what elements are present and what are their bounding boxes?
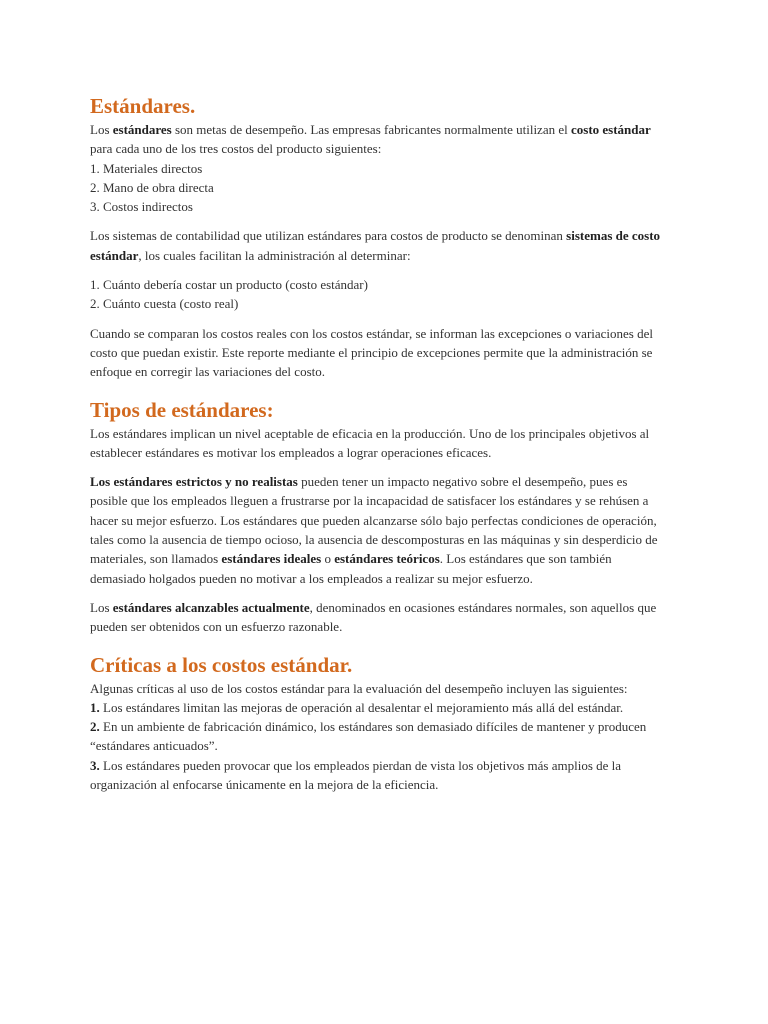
text-run: . Los estándares que son también demasiado holgados pueden no motivar a los empleados a realizar su mejor esfuerzo. [90, 551, 612, 586]
paragraph-sistemas-costo [90, 226, 662, 265]
text-run: pueden tener un impacto negativo sobre el desempeño, pues es posible que los empleados lleguen a frustrarse por la incapacidad de satisfacer los estándares y se rehúsen a hacer su mejor esfuerzo. Los estándares que pueden alcanzarse sólo bajo perfectas condiciones de operación, tales como la ausencia de tiempo ocioso, la ausencia de descomposturas en las máquinas y sin desperdicio de materiales, son llamados [90, 474, 658, 567]
bold-term: costo estándar [570, 122, 651, 137]
text-run: Los sistemas de contabilidad que utilizan estándares para costos de producto se denominan [90, 228, 567, 244]
critica-item [90, 698, 662, 717]
text-run: o [321, 551, 335, 567]
paragraph-estandares-estrictos [90, 472, 662, 588]
list-item: 3. Costos indirectos [90, 199, 193, 215]
text-run: En un ambiente de fabricación dinámico, los estándares son demasiado difíciles de mantener y producen “estándares anticuados”. [90, 719, 647, 754]
bold-term: Los estándares estrictos y no realistas [90, 474, 298, 490]
bold-term: estándares alcanzables actualmente [112, 599, 310, 615]
list-item: 1. Materiales directos [90, 160, 203, 176]
paragraph-tipos-intro: Los estándares implican un nivel aceptable de eficacia en la producción. Uno de los principales objetivos al establecer estándares es motivar los empleados a lograr operaciones eficaces. [90, 425, 650, 460]
text-run: , los cuales facilitan la administración al determinar: [138, 247, 411, 263]
list-item: 2. Cuánto cuesta (costo real) [90, 296, 239, 312]
text-run: , denominados en ocasiones estándares normales, son aquellos que pueden ser obtenidos con un esfuerzo razonable. [90, 599, 657, 635]
critica-item [90, 756, 662, 795]
paragraph-variaciones: Cuando se comparan los costos reales con los costos estándar, se informan las excepciones o variaciones del costo que puedan existir. Este reporte mediante el principio de excepciones permite que la administración se enfoque en corregir las variaciones del costo. [90, 325, 653, 380]
item-number: 1. [90, 699, 100, 715]
text-run: Los estándares limitan las mejoras de operación al desalentar el mejoramiento más allá del estándar. [99, 699, 624, 715]
text-run: Los estándares pueden provocar que los empleados pierdan de vista los objetivos más amplios de la organización al enfocarse únicamente en la mejora de la eficiencia. [90, 757, 622, 793]
document-page [90, 92, 662, 794]
text-run: Los [90, 122, 113, 137]
list-item: 1. Cuánto debería costar un producto (costo estándar) [90, 277, 368, 293]
item-number: 2. [90, 719, 100, 735]
section-heading-estandares: Estándares. [90, 94, 196, 118]
item-number: 3. [90, 757, 100, 773]
paragraph-estandares-definicion [90, 120, 662, 159]
text-run: Los [90, 599, 113, 615]
critica-item [90, 717, 662, 756]
text-run: para cada uno de los tres costos del producto siguientes: [90, 141, 382, 157]
text-run: son metas de desempeño. Las empresas fabricantes normalmente utilizan el [171, 122, 571, 137]
bold-term: estándares ideales [221, 551, 322, 567]
bold-term: estándares [112, 122, 172, 137]
list-item: 2. Mano de obra directa [90, 179, 214, 195]
paragraph-alcanzables [90, 598, 662, 637]
section-heading-tipos: Tipos de estándares: [90, 397, 274, 422]
bold-term: sistemas de costo estándar [90, 228, 661, 263]
paragraph-criticas-intro: Algunas críticas al uso de los costos estándar para la evaluación del desempeño incluyen las siguientes: [90, 680, 628, 696]
bold-term: estándares teóricos [334, 551, 440, 567]
section-heading-criticas: Críticas a los costos estándar. [90, 652, 353, 677]
